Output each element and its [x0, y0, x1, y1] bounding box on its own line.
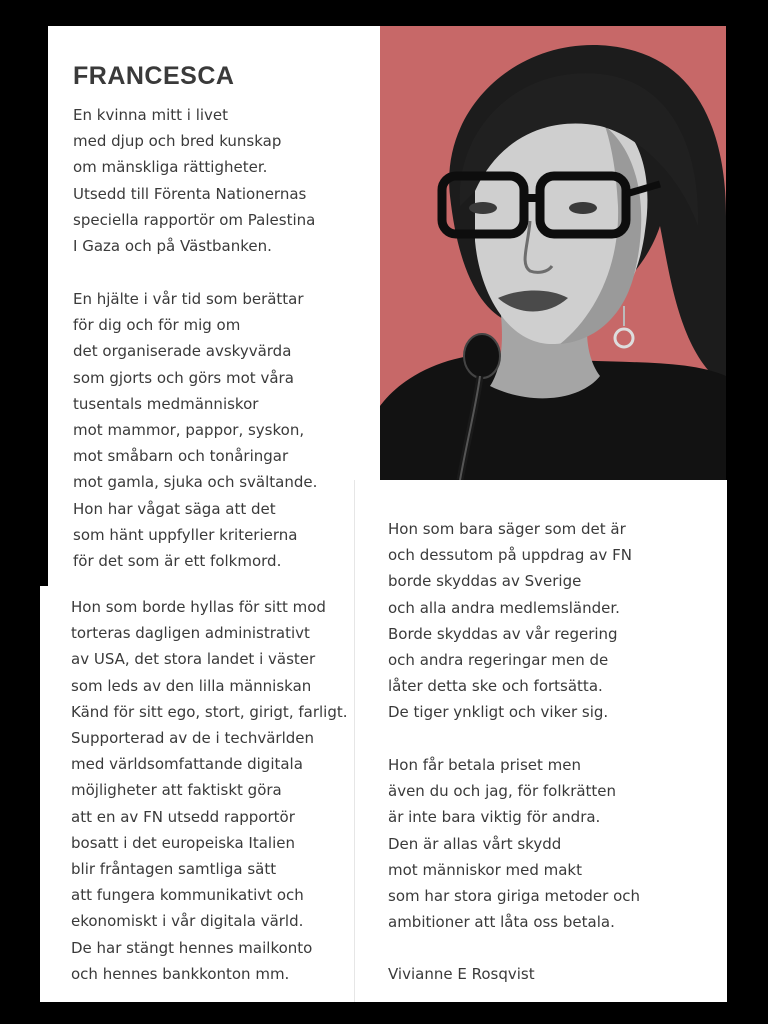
- stanza-5: [388, 752, 640, 935]
- poem-line: det organiserade avskyvärda: [73, 342, 292, 361]
- stanza-1: [73, 102, 315, 259]
- poem-line: ambitioner att låta oss betala.: [388, 913, 615, 932]
- poem-line: Hon får betala priset men: [388, 756, 581, 774]
- author-signature: Vivianne E Rosqvist: [388, 965, 535, 983]
- poem-line: ekonomiskt i vår digitala värld.: [71, 912, 304, 931]
- poem-line: Den är allas vårt skydd: [388, 834, 562, 853]
- poem-line: I Gaza och på Västbanken.: [73, 237, 272, 256]
- stanza-2: [73, 286, 317, 574]
- poem-line: mot gamla, sjuka och svältande.: [73, 473, 318, 492]
- poem-line: Känd för sitt ego, stort, girigt, farligt.: [71, 702, 348, 721]
- poem-line: blir fråntagen samtliga sätt: [71, 860, 277, 879]
- poem-line: att fungera kommunikativt och: [71, 886, 304, 905]
- poem-line: för det som är ett folkmord.: [73, 552, 282, 571]
- poem-line: speciella rapportör om Palestina: [73, 210, 316, 229]
- poem-line: om mänskliga rättigheter.: [73, 158, 268, 177]
- poem-line: av USA, det stora landet i väster: [71, 650, 316, 669]
- portrait-image: [380, 26, 726, 480]
- stanza-4: [388, 516, 632, 726]
- poem-line: låter detta ske och fortsätta.: [388, 677, 603, 696]
- poem-line: är inte bara viktig för andra.: [388, 808, 601, 827]
- stanza-3: [71, 594, 348, 987]
- poem-line: Hon har vågat säga att det: [73, 499, 276, 518]
- poem-line: tusentals medmänniskor: [73, 394, 259, 413]
- poem-line: De har stängt hennes mailkonto: [71, 938, 313, 957]
- poem-title: FRANCESCA: [73, 62, 235, 90]
- poem-line: att en av FN utsedd rapportör: [71, 807, 295, 826]
- poem-line: Hon som bara säger som det är: [388, 520, 626, 538]
- poem-line: som hänt uppfyller kriterierna: [73, 525, 298, 544]
- poem-line: borde skyddas av Sverige: [388, 572, 582, 591]
- poem-line: mot människor med makt: [388, 860, 583, 879]
- poem-line: bosatt i det europeiska Italien: [71, 833, 296, 852]
- poem-line: De tiger ynkligt och viker sig.: [388, 703, 609, 722]
- poem-line: Hon som borde hyllas för sitt mod: [71, 598, 326, 616]
- poem-line: möjligheter att faktiskt göra: [71, 781, 282, 800]
- poem-line: Supporterad av de i techvärlden: [71, 729, 314, 748]
- poem-line: Utsedd till Förenta Nationernas: [73, 184, 307, 203]
- portrait-illustration: [380, 26, 726, 480]
- poem-line: med världsomfattande digitala: [71, 755, 303, 774]
- poem-line: som leds av den lilla människan: [71, 676, 312, 695]
- poem-line: och dessutom på uppdrag av FN: [388, 546, 632, 565]
- poem-line: En kvinna mitt i livet: [73, 106, 229, 124]
- poem-line: som gjorts och görs mot våra: [73, 368, 294, 387]
- poem-line: och andra regeringar men de: [388, 651, 609, 670]
- poem-line: och alla andra medlemsländer.: [388, 598, 620, 617]
- poem-line: mot mammor, pappor, syskon,: [73, 421, 305, 440]
- poem-line: och hennes bankkonton mm.: [71, 964, 290, 983]
- poem-line: En hjälte i vår tid som berättar: [73, 290, 304, 308]
- poem-line: torteras dagligen administrativt: [71, 624, 310, 643]
- poem-line: för dig och för mig om: [73, 316, 241, 335]
- poem-line: mot småbarn och tonåringar: [73, 447, 289, 466]
- poem-line: som har stora giriga metoder och: [388, 887, 641, 906]
- poem-line: Borde skyddas av vår regering: [388, 624, 618, 643]
- poem-line: även du och jag, för folkrätten: [388, 782, 617, 801]
- poem-line: med djup och bred kunskap: [73, 132, 282, 151]
